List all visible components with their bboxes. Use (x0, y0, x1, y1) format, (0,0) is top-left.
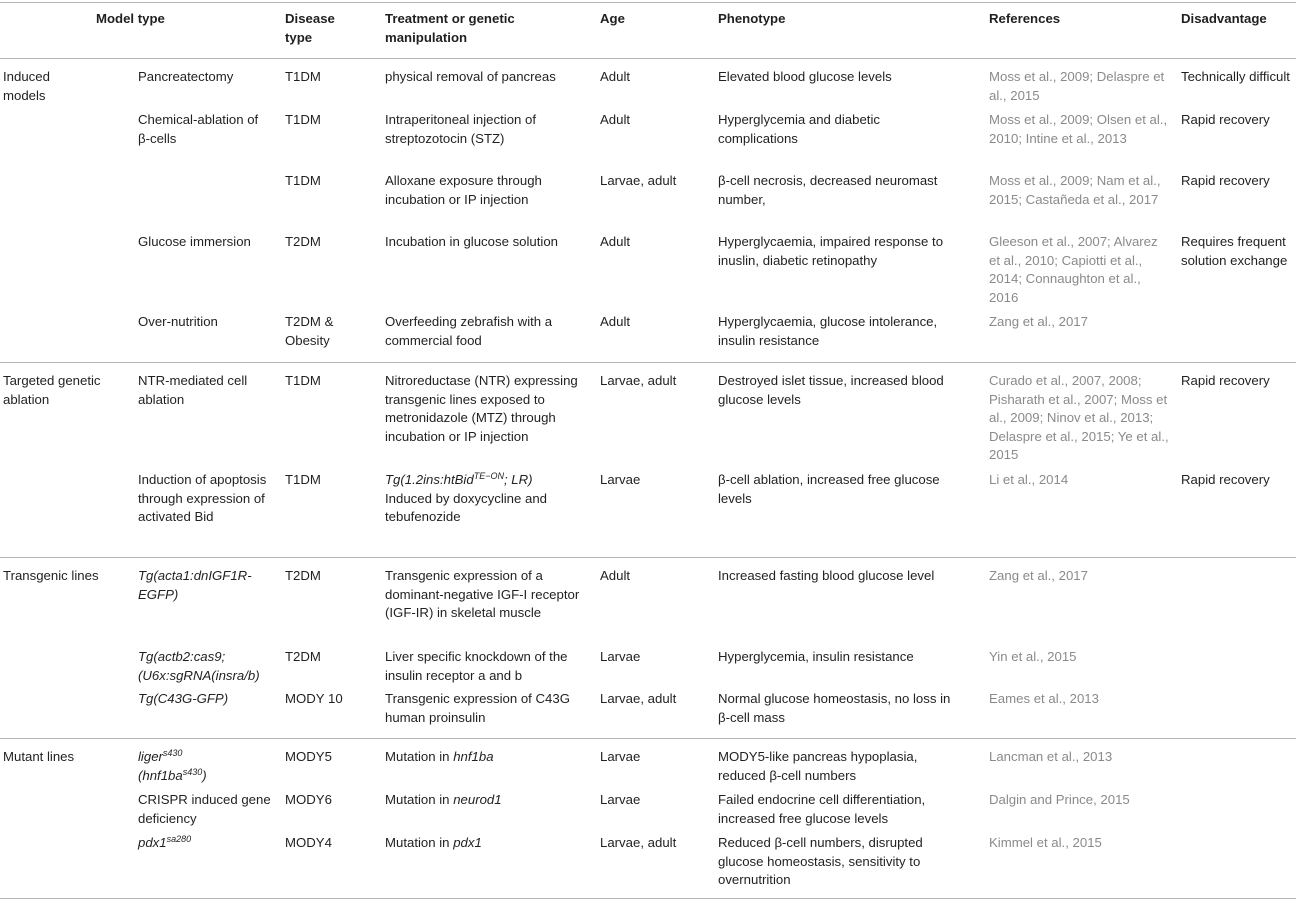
model-genotype: Tg(C43G-GFP) (138, 691, 229, 706)
cell-disease: T2DM (285, 649, 321, 664)
cell-age: Larvae, adult (600, 173, 677, 188)
cell-model: Glucose immersion (138, 234, 251, 249)
cell-phenotype: Hyperglycemia, insulin resistance (718, 649, 914, 664)
cell-treatment: Incubation in glucose solution (385, 234, 559, 249)
model-genotype-alias: (hnf1ba (138, 767, 183, 783)
cell-references: Moss et al., 2009; Delaspre et al., 2015 (989, 69, 1165, 103)
cell-references: Moss et al., 2009; Nam et al., 2015; Castañeda et al., 2017 (989, 173, 1161, 207)
cell-disease: T2DM (285, 234, 321, 249)
cell-disease: T1DM (285, 69, 321, 84)
cell-age: Larvae, adult (600, 835, 677, 850)
cell-treatment: Intraperitoneal injection of streptozotocin (STZ) (385, 112, 537, 146)
treatment-superscript: TE−ON (473, 471, 504, 481)
cell-phenotype: Hyperglycaemia, impaired response to inuslin, diabetic retinopathy (718, 234, 944, 268)
cell-disadvantage: Rapid recovery (1181, 472, 1270, 487)
cell-references: Zang et al., 2017 (989, 314, 1088, 329)
cell-model: Induction of apoptosis through expression of activated Bid (138, 472, 267, 525)
cell-age: Larvae, adult (600, 691, 677, 706)
cell-references: Gleeson et al., 2007; Alvarez et al., 2010; Capiotti et al., 2014; Connaughton et al., 2016 (989, 234, 1158, 305)
model-superscript: s430 (162, 748, 183, 758)
cell-model (138, 748, 273, 785)
cell-references: Li et al., 2014 (989, 472, 1069, 487)
cell-treatment: Alloxane exposure through incubation or IP injection (385, 173, 542, 207)
cell-model: Pancreatectomy (138, 69, 234, 84)
treatment-genotype-end: ; LR) (503, 472, 533, 487)
group-label: Induced models (3, 69, 50, 103)
cell-phenotype: Hyperglycemia and diabetic complications (718, 112, 880, 146)
cell-age: Larvae (600, 749, 641, 764)
cell-phenotype: Increased fasting blood glucose level (718, 568, 935, 583)
cell-disease: T1DM (285, 112, 321, 127)
model-genotype: pdx1 (138, 835, 167, 850)
cell-treatment (385, 834, 585, 853)
cell-phenotype: Hyperglycaemia, glucose intolerance, insulin resistance (718, 314, 938, 348)
cell-age: Adult (600, 112, 631, 127)
group-label: Mutant lines (3, 749, 75, 764)
cell-age: Adult (600, 69, 631, 84)
cell-treatment: Transgenic expression of C43G human proinsulin (385, 691, 570, 725)
header-phenotype: Phenotype (718, 11, 786, 26)
cell-references: Zang et al., 2017 (989, 568, 1088, 583)
cell-treatment (385, 471, 585, 527)
cell-treatment: Transgenic expression of a dominant-negative IGF-I receptor (IGF-IR) in skeletal muscle (385, 568, 580, 621)
cell-model: CRISPR induced gene deficiency (138, 792, 271, 826)
cell-references: Moss et al., 2009; Olsen et al., 2010; Intine et al., 2013 (989, 112, 1168, 146)
treatment-text: Mutation in (385, 749, 454, 764)
cell-disease: T2DM & Obesity (285, 314, 334, 348)
header-treatment: Treatment or genetic manipulation (385, 11, 515, 45)
cell-phenotype: β-cell ablation, increased free glucose levels (718, 472, 940, 506)
cell-disease: T1DM (285, 373, 321, 388)
header-rule (0, 58, 1296, 59)
model-genotype-alias-end: ) (202, 767, 207, 783)
cell-phenotype: MODY5-like pancreas hypoplasia, reduced β-cell numbers (718, 749, 918, 783)
cell-disadvantage: Requires frequent solution exchange (1181, 234, 1288, 268)
treatment-gene: pdx1 (453, 835, 482, 850)
cell-references: Lancman et al., 2013 (989, 749, 1113, 764)
cell-age: Larvae (600, 472, 641, 487)
cell-references: Curado et al., 2007, 2008; Pisharath et al., 2007; Moss et al., 2009; Ninov et al., 2013; Delaspre et al., 2015; Ye et al., 2015 (989, 373, 1169, 463)
cell-model: Over-nutrition (138, 314, 218, 329)
header-model-type: Model type (96, 11, 165, 26)
header-disadvantage: Disadvantage (1181, 11, 1267, 26)
treatment-gene: hnf1ba (453, 749, 494, 764)
cell-treatment (385, 791, 585, 810)
cell-model: NTR-mediated cell ablation (138, 373, 248, 407)
treatment-gene: neurod1 (453, 792, 502, 807)
cell-model (138, 834, 273, 853)
cell-age: Larvae (600, 792, 641, 807)
cell-disease: T2DM (285, 568, 321, 583)
cell-references: Kimmel et al., 2015 (989, 835, 1102, 850)
cell-disease: T1DM (285, 472, 321, 487)
model-genotype: liger (138, 749, 163, 764)
table-bottom-rule (0, 898, 1296, 899)
cell-references: Dalgin and Prince, 2015 (989, 792, 1130, 807)
cell-age: Adult (600, 314, 631, 329)
cell-phenotype: Destroyed islet tissue, increased blood glucose levels (718, 373, 944, 407)
cell-disease: MODY 10 (285, 691, 343, 706)
model-genotype: Tg(acta1:dnIGF1R-EGFP) (138, 568, 252, 602)
cell-references: Yin et al., 2015 (989, 649, 1077, 664)
table-top-rule (0, 2, 1296, 3)
cell-references: Eames et al., 2013 (989, 691, 1099, 706)
cell-disadvantage: Rapid recovery (1181, 173, 1270, 188)
cell-disease: T1DM (285, 173, 321, 188)
cell-treatment: Liver specific knockdown of the insulin receptor a and b (385, 649, 568, 683)
treatment-text: Mutation in (385, 792, 454, 807)
cell-disease: MODY5 (285, 749, 332, 764)
cell-phenotype: Failed endocrine cell differentiation, increased free glucose levels (718, 792, 926, 826)
cell-treatment: Overfeeding zebrafish with a commercial food (385, 314, 553, 348)
cell-age: Adult (600, 568, 631, 583)
cell-age: Larvae (600, 649, 641, 664)
group-rule (0, 738, 1296, 739)
cell-model (138, 567, 273, 604)
cell-model (138, 690, 273, 709)
group-label: Transgenic lines (3, 568, 99, 583)
cell-phenotype: Normal glucose homeostasis, no loss in β-cell mass (718, 691, 951, 725)
cell-disease: MODY4 (285, 835, 332, 850)
treatment-genotype: Tg(1.2ins:htBid (385, 472, 474, 487)
model-genotype: Tg(actb2:cas9; (U6x:sgRNA(insra/b) (138, 649, 260, 683)
cell-disease: MODY6 (285, 792, 332, 807)
cell-age: Adult (600, 234, 631, 249)
cell-age: Larvae, adult (600, 373, 677, 388)
cell-model: Chemical-ablation of β-cells (138, 112, 259, 146)
cell-disadvantage: Technically difficult (1181, 69, 1290, 84)
treatment-detail: Induced by doxycycline and tebufenozide (385, 490, 548, 525)
model-superscript: sa280 (166, 834, 192, 844)
header-references: References (989, 11, 1061, 26)
treatment-text: Mutation in (385, 835, 454, 850)
model-superscript-alias: s430 (182, 766, 203, 777)
cell-disadvantage: Rapid recovery (1181, 112, 1270, 127)
cell-treatment: physical removal of pancreas (385, 69, 556, 84)
cell-phenotype: Elevated blood glucose levels (718, 69, 892, 84)
group-label: Targeted genetic ablation (3, 373, 101, 407)
group-rule (0, 557, 1296, 558)
cell-disadvantage: Rapid recovery (1181, 373, 1270, 388)
cell-phenotype: Reduced β-cell numbers, disrupted glucose homeostasis, sensitivity to overnutrition (718, 835, 923, 888)
header-disease-type: Disease type (285, 11, 335, 45)
cell-treatment: Nitroreductase (NTR) expressing transgenic lines exposed to metronidazole (MTZ) through incubation or IP injection (385, 373, 578, 444)
cell-phenotype: β-cell necrosis, decreased neuromast number, (718, 173, 938, 207)
header-age: Age (600, 11, 625, 26)
cell-treatment (385, 748, 585, 767)
cell-model (138, 648, 273, 685)
group-rule (0, 362, 1296, 363)
